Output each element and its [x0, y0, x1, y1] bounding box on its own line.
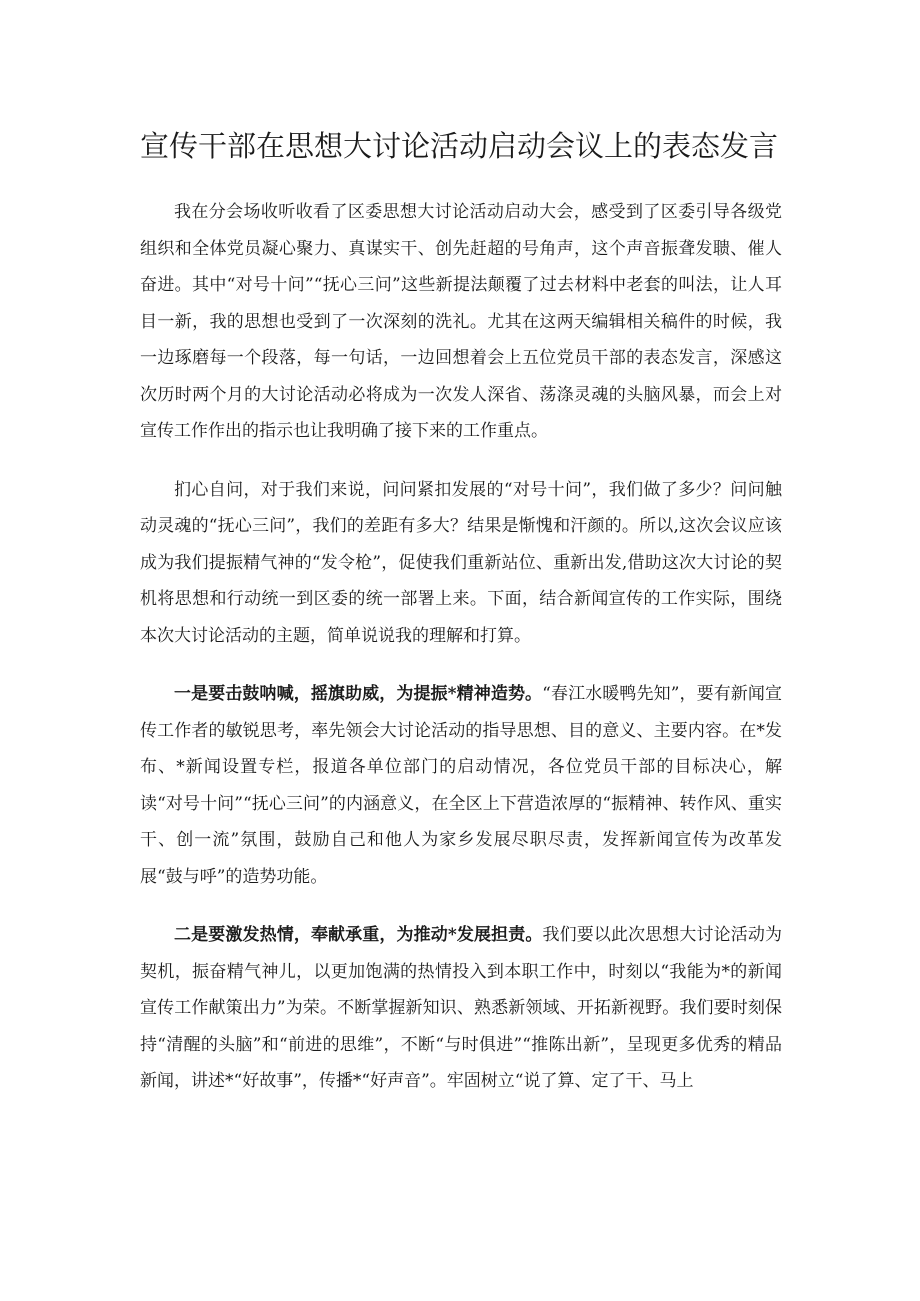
paragraph-4-text: 我们要以此次思想大讨论活动为契机，振奋精气神儿，以更加饱满的热情投入到本职工作中，时刻以“我能为*的新闻宣传工作献策出力”为荣。不断掌握新知识、熟悉新领域、开拓新视野。我们要时刻保持“清醒的头脑”和“前进的思维”，不断“与时俱进”“推陈出新”，呈现更多优秀的精品新闻，讲述*“好故事”，传播*“好声音”。牢固树立“说了算、定了干、马上 [140, 925, 783, 1091]
paragraph-3-heading: 一是要击鼓呐喊，摇旗助威，为提振*精神造势。 [174, 684, 543, 704]
paragraph-4-heading: 二是要激发热情，奉献承重，为推动*发展担责。 [174, 925, 543, 945]
paragraph-4 [140, 917, 782, 1100]
document-title: 宣传干部在思想大讨论活动启动会议上的表态发言 [140, 129, 779, 163]
paragraph-2 [140, 472, 782, 655]
paragraph-1-text: 我在分会场收听收看了区委思想大讨论活动启动大会，感受到了区委引导各级党组织和全体党员凝心聚力、真谋实干、创先赶超的号角声，这个声音振聋发聩、催人奋进。其中“对号十问”“抚心三问”这些新提法颠覆了过去材料中老套的叫法，让人耳目一新，我的思想也受到了一次深刻的洗礼。尤其在这两天编辑相关稿件的时候，我一边琢磨每一个段落，每一句话，一边回想着会上五位党员干部的表态发言，深感这次历时两个月的大讨论活动必将成为一次发人深省、荡涤灵魂的头脑风暴，而会上对宣传工作作出的指示也让我明确了接下来的工作重点。 [140, 202, 782, 441]
paragraph-1 [140, 194, 782, 450]
paragraph-3 [140, 676, 782, 895]
paragraph-2-text: 扪心自问，对于我们来说，问问紧扣发展的“对号十问”，我们做了多少？问问触动灵魂的“抚心三问”，我们的差距有多大？结果是惭愧和汗颜的。所以,这次会议应该成为我们提振精气神的“发令枪”，促使我们重新站位、重新出发,借助这次大讨论的契机将思想和行动统一到区委的统一部署上来。下面，结合新闻宣传的工作实际，围绕本次大讨论活动的主题，简单说说我的理解和打算。 [140, 479, 782, 646]
paragraph-3-text: “春江水暖鸭先知”，要有新闻宣传工作者的敏锐思考，率先领会大讨论活动的指导思想、目的意义、主要内容。在*发布、*新闻设置专栏，报道各单位部门的启动情况，各位党员干部的目标决心，解读“对号十问”“抚心三问”的内涵意义，在全区上下营造浓厚的“振精神、转作风、重实干、创一流”氛围，鼓励自己和他人为家乡发展尽职尽责，发挥新闻宣传为改革发展“鼓与呼”的造势功能。 [140, 684, 782, 887]
